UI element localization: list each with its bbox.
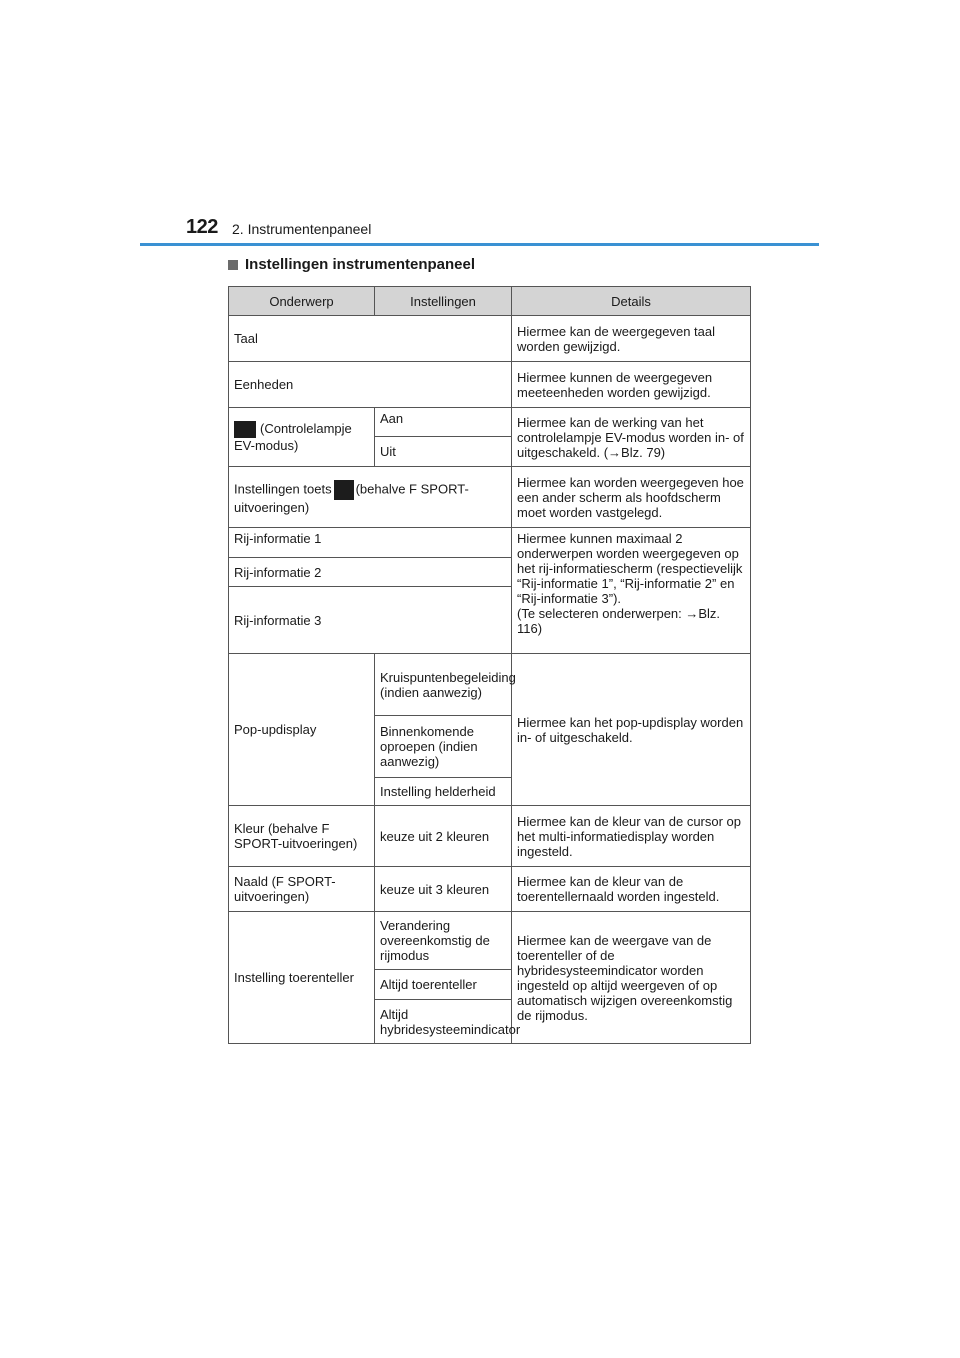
subject-ev-label: (Controlelampje EV-modus) [234, 420, 352, 454]
details-rij [512, 528, 751, 654]
details-ev: Hiermee kan de werking van het controlelampje EV-modus worden in- of uitgeschakeld. (→Blz. 79) [512, 408, 751, 467]
subject-rij-2: Rij-informatie 2 [229, 558, 512, 587]
subject-popup: Pop-updisplay [229, 654, 375, 806]
ev-mode-indicator-icon [234, 421, 256, 438]
option-uit: Uit [375, 437, 512, 467]
page-number: 122 [186, 216, 218, 238]
details-popup: Hiermee kan het pop-updisplay worden in- of uitgeschakeld. [512, 654, 751, 806]
option-rijmodus: Verandering overeenkomstig de rijmodus [375, 912, 512, 970]
option-naald: keuze uit 3 kleuren [375, 867, 512, 912]
option-helderheid: Instelling helderheid [375, 778, 512, 806]
table-row [229, 654, 751, 716]
details-rij-main: Hiermee kunnen maximaal 2 onderwerpen worden weergegeven op het rij-informatiescherm (respectievelijk “Rij-informatie 1”, “Rij-informatie 2” en “Rij-informatie 3”). [517, 531, 743, 606]
option-kruispunten: Kruispuntenbegeleiding (indien aanwezig) [375, 654, 512, 716]
table-row [229, 806, 751, 867]
table-row [229, 867, 751, 912]
option-kleur: keuze uit 2 kleuren [375, 806, 512, 867]
subject-toets [229, 467, 512, 528]
header-rule [140, 243, 819, 246]
settings-table [228, 286, 751, 1044]
table-row [229, 528, 751, 558]
chapter-title: 2. Instrumentenpaneel [232, 221, 372, 237]
header-details: Details [512, 287, 751, 316]
details-kleur: Hiermee kan de kleur van de cursor op het multi-informatiedisplay worden ingesteld. [512, 806, 751, 867]
option-altijd-hybride: Altijd hybridesysteemindicator [375, 1000, 512, 1044]
subject-taal: Taal [229, 316, 512, 362]
details-taal: Hiermee kan de weergegeven taal worden gewijzigd. [512, 316, 751, 362]
table-row [229, 467, 751, 528]
option-oproepen: Binnenkomende oproepen (indien aanwezig) [375, 716, 512, 778]
details-rij-note: (Te selecteren onderwerpen: →Blz. 116) [517, 606, 721, 636]
table-row [229, 408, 751, 437]
subject-naald: Naald (F SPORT-uitvoeringen) [229, 867, 375, 912]
details-eenheden: Hiermee kunnen de weergegeven meeteenheden worden gewijzigd. [512, 362, 751, 408]
table-row [229, 912, 751, 970]
details-toets: Hiermee kan worden weergegeven hoe een ander scherm als hoofdscherm moet worden vastgelegd. [512, 467, 751, 528]
subject-toerenteller: Instelling toerenteller [229, 912, 375, 1044]
table-row [229, 362, 751, 408]
details-naald: Hiermee kan de kleur van de toerentellernaald worden ingesteld. [512, 867, 751, 912]
subject-toets-pre: Instellingen toets [234, 480, 332, 496]
header-instellingen: Instellingen [375, 287, 512, 316]
subject-eenheden: Eenheden [229, 362, 512, 408]
subject-ev-modus [229, 408, 375, 467]
section-heading [228, 256, 475, 273]
subject-rij-3: Rij-informatie 3 [229, 587, 512, 654]
details-toerenteller: Hiermee kan de weergave van de toerenteller of de hybridesysteemindicator worden ingesteld op altijd weergeven of op automatisch wijzigen overeenkomstig de rijmodus. [512, 912, 751, 1044]
section-title: Instellingen instrumentenpaneel [245, 256, 476, 273]
table-header-row [229, 287, 751, 316]
display-switch-button-icon [334, 480, 354, 500]
header-onderwerp: Onderwerp [229, 287, 375, 316]
subject-toets-post: (behalve F SPORT-uitvoeringen) [234, 480, 469, 515]
bullet-square-icon [228, 260, 238, 270]
option-aan: Aan [375, 408, 512, 437]
option-altijd-toerenteller: Altijd toerenteller [375, 970, 512, 1000]
subject-rij-1: Rij-informatie 1 [229, 528, 512, 558]
subject-kleur: Kleur (behalve F SPORT-uitvoeringen) [229, 806, 375, 867]
table-row [229, 316, 751, 362]
